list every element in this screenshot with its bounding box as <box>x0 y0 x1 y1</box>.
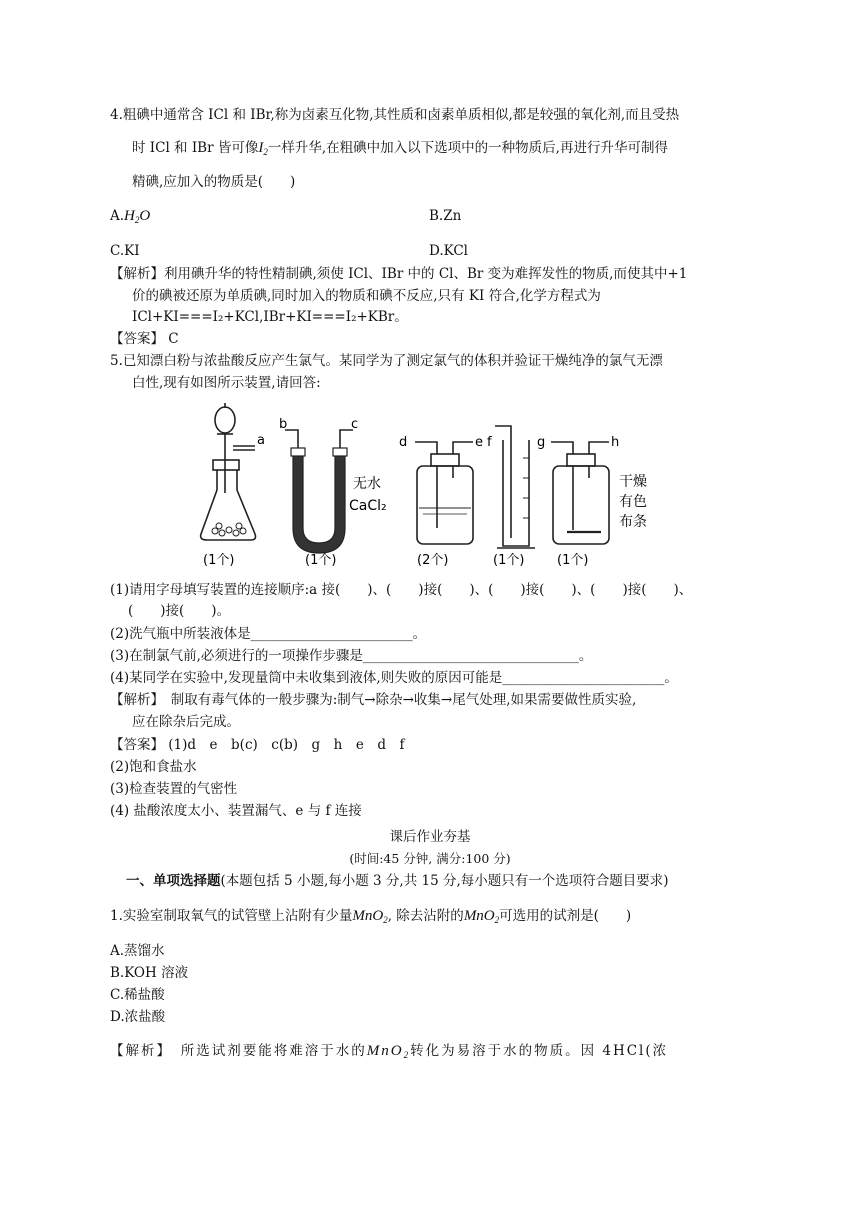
letter-c: c <box>351 417 359 432</box>
q4-option-d: D.KCl <box>429 243 469 259</box>
p1-option-b: B.KOH 溶液 <box>110 965 189 981</box>
opt-a-prefix: A. <box>110 208 125 224</box>
h2o-formula <box>124 208 150 224</box>
i2-sub: 2 <box>263 147 268 157</box>
q4-stem-line2 <box>132 139 668 161</box>
letter-d: d <box>399 435 408 450</box>
section-heading <box>126 872 669 890</box>
q5-sub3: (3)在制氯气前,必须进行的一项操作步骤是________________________________。 <box>110 648 593 664</box>
q5-stem-line2: 白性,现有如图所示装置,请回答: <box>132 375 321 391</box>
section-subtitle: (时间:45 分钟, 满分:100 分) <box>349 851 511 866</box>
mno2-formula-3 <box>367 1043 410 1059</box>
q4-analysis-line3: ICl+KI===I₂+KCl,IBr+KI===I₂+KBr。 <box>132 309 408 325</box>
measuring-cylinder <box>495 426 535 548</box>
count-cylinder: (1个) <box>493 553 525 568</box>
heading-rest: (本题包括 5 小题,每小题 3 分,共 15 分,每小题只有一个选项符合题目要求) <box>220 873 669 889</box>
cacl2-label-1: 无水 <box>353 476 381 492</box>
q4-analysis-line2: 价的碘被还原为单质碘,同时加入的物质和碘不反应,只有 KI 符合,化学方程式为 <box>132 288 601 304</box>
dry-label-3: 布条 <box>619 514 647 530</box>
p1-stem <box>110 907 631 929</box>
q4-stem-line1: 4.粗碘中通常含 ICl 和 IBr,称为卤素互化物,其性质和卤素单质相似,都是较强的氧化剂,而且受热 <box>110 107 680 123</box>
i2-symbol <box>258 140 268 156</box>
i2-sym: I <box>258 140 264 156</box>
p1-stem-a: 1.实验室制取氧气的试管壁上沾附有少量 <box>110 908 353 924</box>
letter-a: a <box>257 433 265 448</box>
mno2-formula-2 <box>464 908 499 924</box>
letter-b: b <box>279 417 288 432</box>
p1-stem-c: 可选用的试剂是( ) <box>499 908 632 924</box>
q5-sub1-line1: (1)请用字母填写装置的连接顺序:a 接( )、( )接( )、( )接( )、( )接( )、 <box>110 582 693 598</box>
mno2-sub-3: 2 <box>403 1050 411 1060</box>
heading-bold: 一、单项选择题 <box>126 873 221 889</box>
letter-g: g <box>537 435 546 450</box>
p1-analysis-b: 转化为易溶于水的物质。因 4HCl(浓 <box>410 1043 669 1059</box>
mno2-sub: 2 <box>383 915 388 925</box>
p1-stem-b: , 除去沾附的 <box>387 908 464 924</box>
section-title: 课后作业夯基 <box>389 829 471 845</box>
count-utube: (1个) <box>305 553 337 568</box>
count-dry: (1个) <box>557 553 589 568</box>
q4-option-c: C.KI <box>110 243 140 259</box>
mno2-sym: MnO <box>352 908 384 924</box>
p1-option-c: C.稀盐酸 <box>110 987 165 1003</box>
dry-label-1: 干燥 <box>619 474 647 490</box>
letter-e: e <box>475 435 483 450</box>
q5-answer-2: (2)饱和食盐水 <box>110 759 197 775</box>
q5-analysis-line1: 【解析】 制取有毒气体的一般步骤为:制气→除杂→收集→尾气处理,如果需要做性质实验, <box>110 692 637 708</box>
flask-solid <box>212 523 246 536</box>
flask-apparatus <box>201 403 256 540</box>
u-tube <box>285 430 353 553</box>
q4-option-a <box>110 207 150 229</box>
q5-answer-3: (3)检查装置的气密性 <box>110 781 238 797</box>
h-sym: H <box>124 208 135 224</box>
apparatus-figure <box>195 398 665 570</box>
mno2-sym-3: MnO <box>366 1043 404 1059</box>
p1-analysis <box>110 1042 668 1064</box>
mno2-formula <box>352 908 387 924</box>
wash-bottle <box>415 442 473 544</box>
q5-sub4: (4)某同学在实验中,发现量筒中未收集到液体,则失败的原因可能是________________________。 <box>110 670 678 686</box>
mno2-sub-2: 2 <box>494 915 500 925</box>
q4-analysis-line1: 【解析】利用碘升华的特性精制碘,须使 ICl、IBr 中的 Cl、Br 变为难挥发性的物质,而使其中+1 <box>110 266 688 282</box>
letter-h: h <box>611 435 620 450</box>
dry-cloth-bottle <box>551 442 609 544</box>
mno2-sym-2: MnO <box>463 908 495 924</box>
q4-stem-text: 时 ICl 和 IBr 皆可像 <box>132 140 259 156</box>
p1-option-d: D.浓盐酸 <box>110 1009 166 1025</box>
q5-stem-line1: 5.已知漂白粉与浓盐酸反应产生氯气。某同学为了测定氯气的体积并验证干燥纯净的氯气无漂 <box>110 353 663 369</box>
count-flask: (1个) <box>203 553 235 568</box>
q4-answer: 【答案】 C <box>110 331 179 347</box>
q4-stem-text-2: 一样升华,在粗碘中加入以下选项中的一种物质后,再进行升华可制得 <box>267 140 668 156</box>
q4-option-b: B.Zn <box>429 208 462 224</box>
p1-option-a: A.蒸馏水 <box>110 943 165 959</box>
q5-answer-4: (4) 盐酸浓度太小、装置漏气、e 与 f 连接 <box>110 803 362 819</box>
q5-answer-1: 【答案】 (1)d e b(c) c(b) g h e d f <box>110 737 405 753</box>
q4-stem-line3: 精碘,应加入的物质是( ) <box>132 174 296 190</box>
q5-analysis-line2: 应在除杂后完成。 <box>132 714 240 730</box>
letter-f: f <box>487 435 492 450</box>
q5-sub2: (2)洗气瓶中所装液体是________________________。 <box>110 626 427 642</box>
p1-analysis-a: 【解析】 所选试剂要能将难溶于水的 <box>110 1043 367 1059</box>
o-sym: O <box>139 208 151 224</box>
dry-label-2: 有色 <box>619 494 647 510</box>
q5-sub1-line2: ( )接( )。 <box>128 603 231 619</box>
cacl2-label-2: CaCl₂ <box>349 498 387 514</box>
h-sub: 2 <box>134 215 140 225</box>
count-wash: (2个) <box>417 553 449 568</box>
